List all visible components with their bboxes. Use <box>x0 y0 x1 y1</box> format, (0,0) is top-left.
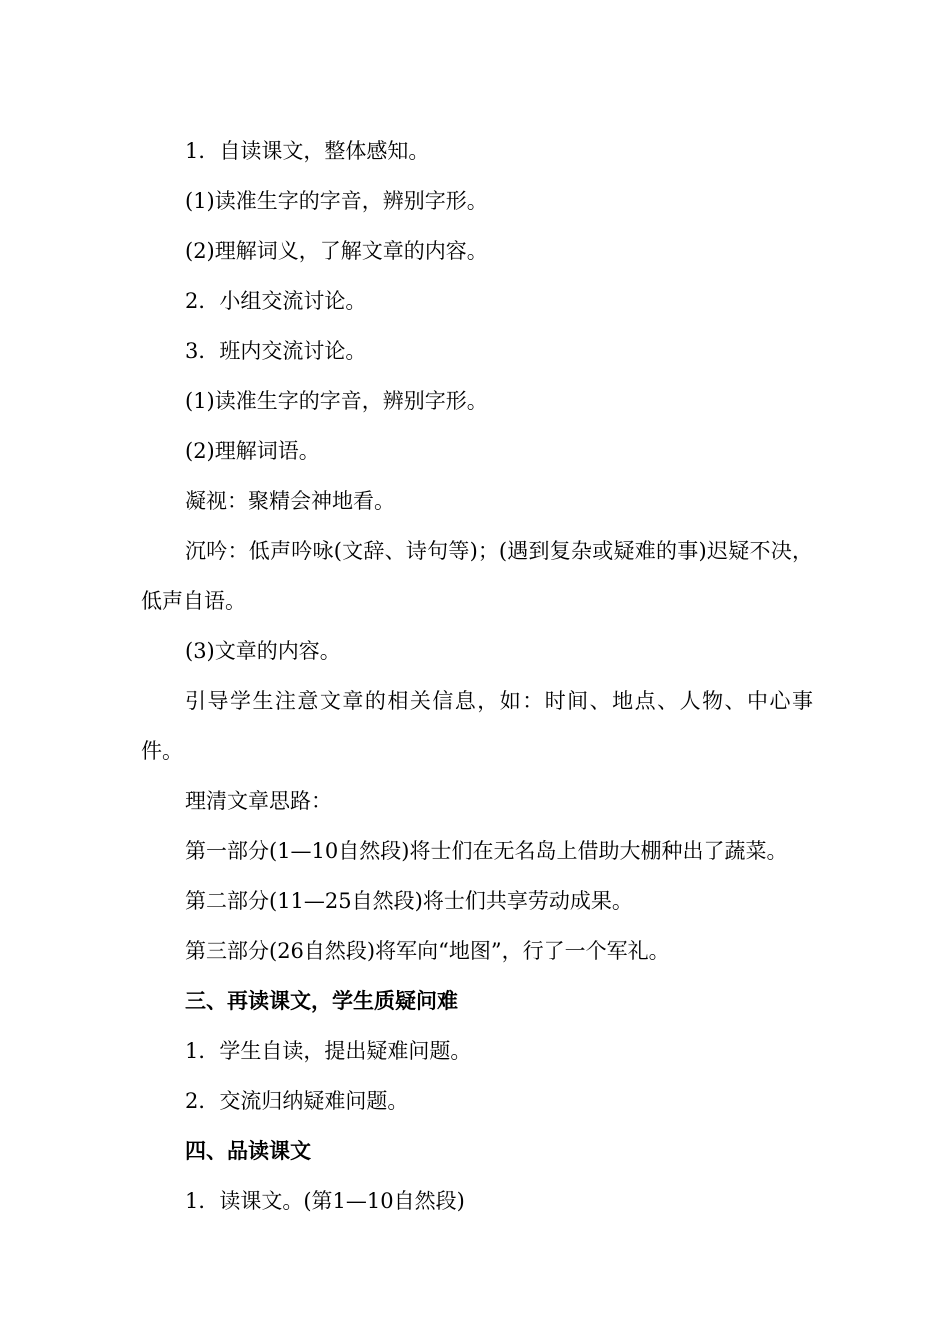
paragraph: (3)文章的内容。 <box>185 639 341 663</box>
paragraph: 2．交流归纳疑难问题。 <box>185 1089 409 1113</box>
paragraph: 1．读课文。(第1—10自然段) <box>185 1189 465 1213</box>
paragraph: 第三部分(26自然段)将军向“地图”，行了一个军礼。 <box>185 939 670 963</box>
paragraph: (1)读准生字的字音，辨别字形。 <box>185 189 488 213</box>
section-heading: 四、品读课文 <box>185 1138 311 1163</box>
document-page <box>141 126 813 1226</box>
paragraph: 理清文章思路： <box>185 789 332 813</box>
paragraph: 引导学生注意文章的相关信息，如：时间、地点、人物、中心事件。 <box>141 689 813 763</box>
section-heading: 三、再读课文，学生质疑问难 <box>185 988 458 1013</box>
paragraph: 沉吟：低声吟咏(文辞、诗句等)；(遇到复杂或疑难的事)迟疑不决，低声自语。 <box>141 539 813 613</box>
paragraph: (2)理解词义，了解文章的内容。 <box>185 239 488 263</box>
paragraph: (2)理解词语。 <box>185 439 320 463</box>
paragraph: 3．班内交流讨论。 <box>185 339 367 363</box>
paragraph: 2．小组交流讨论。 <box>185 289 367 313</box>
paragraph: 第一部分(1—10自然段)将士们在无名岛上借助大棚种出了蔬菜。 <box>185 839 788 863</box>
paragraph: 第二部分(11—25自然段)将士们共享劳动成果。 <box>185 889 633 913</box>
paragraph: 1．自读课文，整体感知。 <box>185 139 430 163</box>
paragraph: 1．学生自读，提出疑难问题。 <box>185 1039 472 1063</box>
paragraph: 凝视：聚精会神地看。 <box>185 489 395 513</box>
paragraph: (1)读准生字的字音，辨别字形。 <box>185 389 488 413</box>
